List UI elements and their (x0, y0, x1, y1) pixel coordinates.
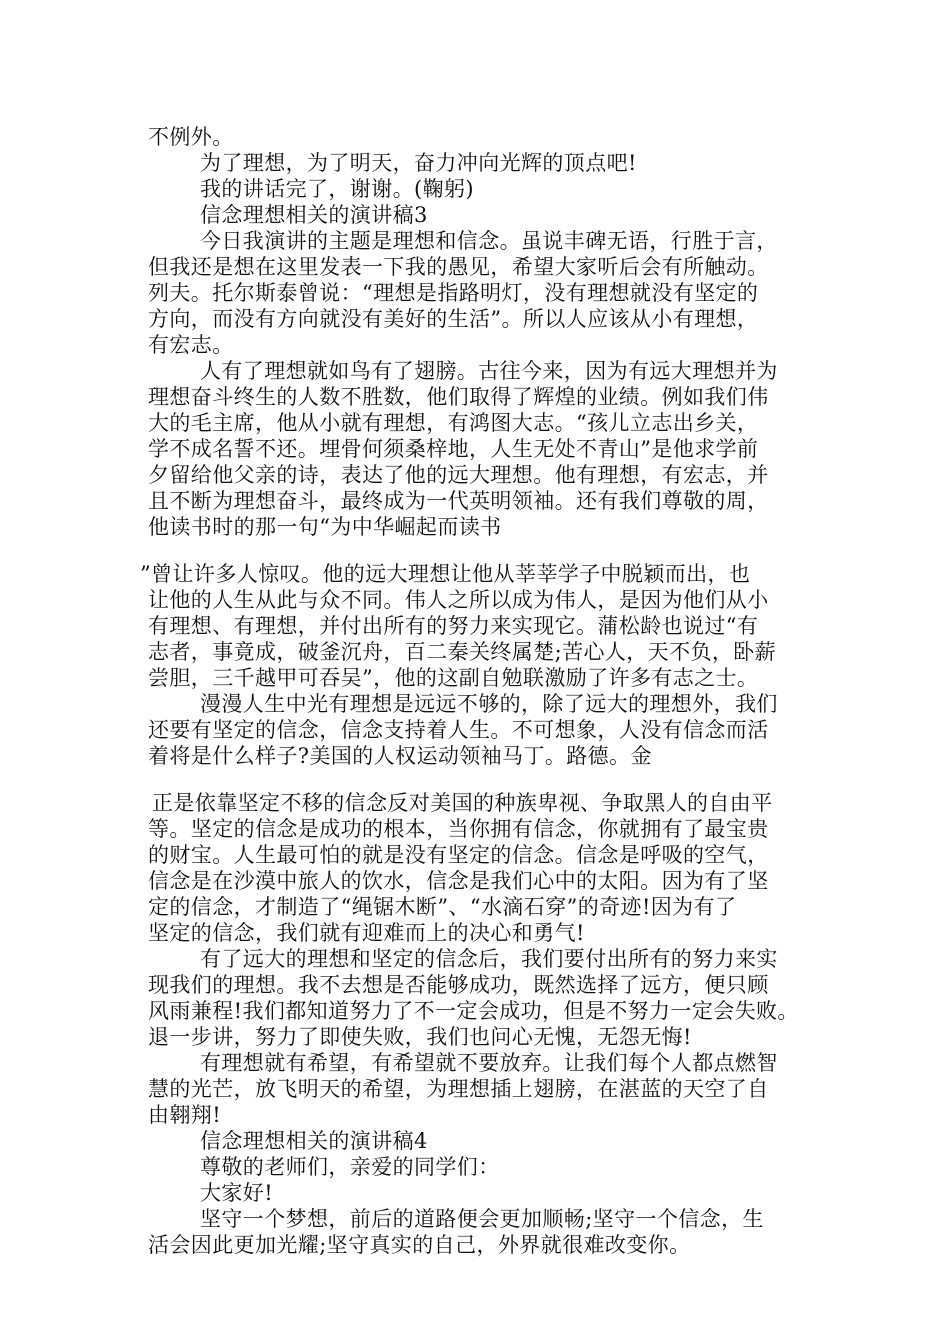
text-line: 今日我演讲的主题是理想和信念。虽说丰碑无语，行胜于言， (200, 229, 778, 253)
text-line: 还要有坚定的信念，信念支持着人生。不可想象，人没有信念而活 (148, 718, 769, 742)
section-heading: 信念理想相关的演讲稿4 (200, 1129, 428, 1153)
text-line: 不例外。 (148, 125, 234, 149)
text-line: 大的毛主席，他从小就有理想，有鸿图大志。“孩儿立志出乡关， (148, 411, 759, 435)
text-line: 我的讲话完了，谢谢。(鞠躬) (200, 177, 474, 201)
text-line: 志者，事竟成，破釜沉舟，百二秦关终属楚;苦心人，天不负，卧薪 (148, 640, 777, 664)
text-line: 坚定的信念，我们就有迎难而上的决心和勇气! (148, 921, 585, 945)
text-line: ”曾让许多人惊叹。他的远大理想让他从莘莘学子中脱颖而出，也 (140, 562, 751, 586)
text-line: 他读书时的那一句“为中华崛起而读书 (148, 515, 502, 539)
text-line: 正是依靠坚定不移的信念反对美国的种族卑视、争取黑人的自由平 (152, 791, 773, 815)
text-line: 有理想就有希望，有希望就不要放弃。让我们每个人都点燃智 (200, 1051, 778, 1075)
text-line: 尝胆，三千越甲可吞吴”，他的这副自勉联激励了许多有志之士。 (148, 666, 759, 690)
text-line: 等。坚定的信念是成功的根本，当你拥有信念，你就拥有了最宝贵 (148, 817, 769, 841)
text-line: 漫漫人生中光有理想是远远不够的，除了远大的理想外，我们 (200, 692, 778, 716)
text-line: 理想奋斗终生的人数不胜数，他们取得了辉煌的业绩。例如我们伟 (148, 385, 769, 409)
text-line: 的财宝。人生最可怕的就是没有坚定的信念。信念是呼吸的空气， (148, 843, 769, 867)
text-line: 活会因此更加光耀;坚守真实的自己，外界就很难改变你。 (148, 1233, 691, 1257)
text-line: 风雨兼程!我们都知道努力了不一定会成功，但是不努力一定会失败。 (148, 999, 799, 1023)
text-line: 为了理想，为了明天，奋力冲向光辉的顶点吧! (200, 151, 637, 175)
text-line: 但我还是想在这里发表一下我的愚见，希望大家听后会有所触动。 (148, 255, 769, 279)
text-line: 让他的人生从此与众不同。伟人之所以成为伟人，是因为他们从小 (148, 588, 769, 612)
text-line: 学不成名誓不还。埋骨何须桑梓地，人生无处不青山”是他求学前 (148, 437, 759, 461)
text-line: 着将是什么样子?美国的人权运动领袖马丁。路德。金 (148, 744, 652, 768)
text-line: 信念是在沙漠中旅人的饮水，信念是我们心中的太阳。因为有了坚 (148, 869, 769, 893)
text-line: 方向，而没有方向就没有美好的生活”。所以人应该从小有理想， (148, 307, 759, 331)
text-line: 尊敬的老师们，亲爱的同学们： (200, 1155, 500, 1179)
text-line: 有了远大的理想和坚定的信念后，我们要付出所有的努力来实 (200, 947, 778, 971)
text-line: 坚守一个梦想，前后的道路便会更加顺畅;坚守一个信念，生 (200, 1207, 764, 1231)
text-line: 夕留给他父亲的诗，表达了他的远大理想。他有理想，有宏志，并 (148, 463, 769, 487)
text-line: 大家好! (200, 1181, 274, 1205)
text-line: 有理想、有理想，并付出所有的努力来实现它。蒲松龄也说过“有 (148, 614, 759, 638)
section-heading: 信念理想相关的演讲稿3 (200, 203, 428, 227)
text-line: 由翱翔! (148, 1103, 222, 1127)
text-line: 有宏志。 (148, 333, 234, 357)
text-line: 定的信念，才制造了“绳锯木断”、“水滴石穿”的奇迹!因为有了 (148, 895, 737, 919)
text-line: 人有了理想就如鸟有了翅膀。古往今来，因为有远大理想并为 (200, 359, 778, 383)
text-line: 慧的光芒，放飞明天的希望，为理想插上翅膀，在湛蓝的天空了自 (148, 1077, 769, 1101)
text-line: 退一步讲，努力了即使失败，我们也问心无愧，无怨无悔! (148, 1025, 692, 1049)
text-line: 且不断为理想奋斗，最终成为一代英明领袖。还有我们尊敬的周， (148, 489, 769, 513)
text-line: 列夫。托尔斯泰曾说：“理想是指路明灯，没有理想就没有坚定的 (148, 281, 759, 305)
text-line: 现我们的理想。我不去想是否能够成功，既然选择了远方，便只顾 (148, 973, 769, 997)
